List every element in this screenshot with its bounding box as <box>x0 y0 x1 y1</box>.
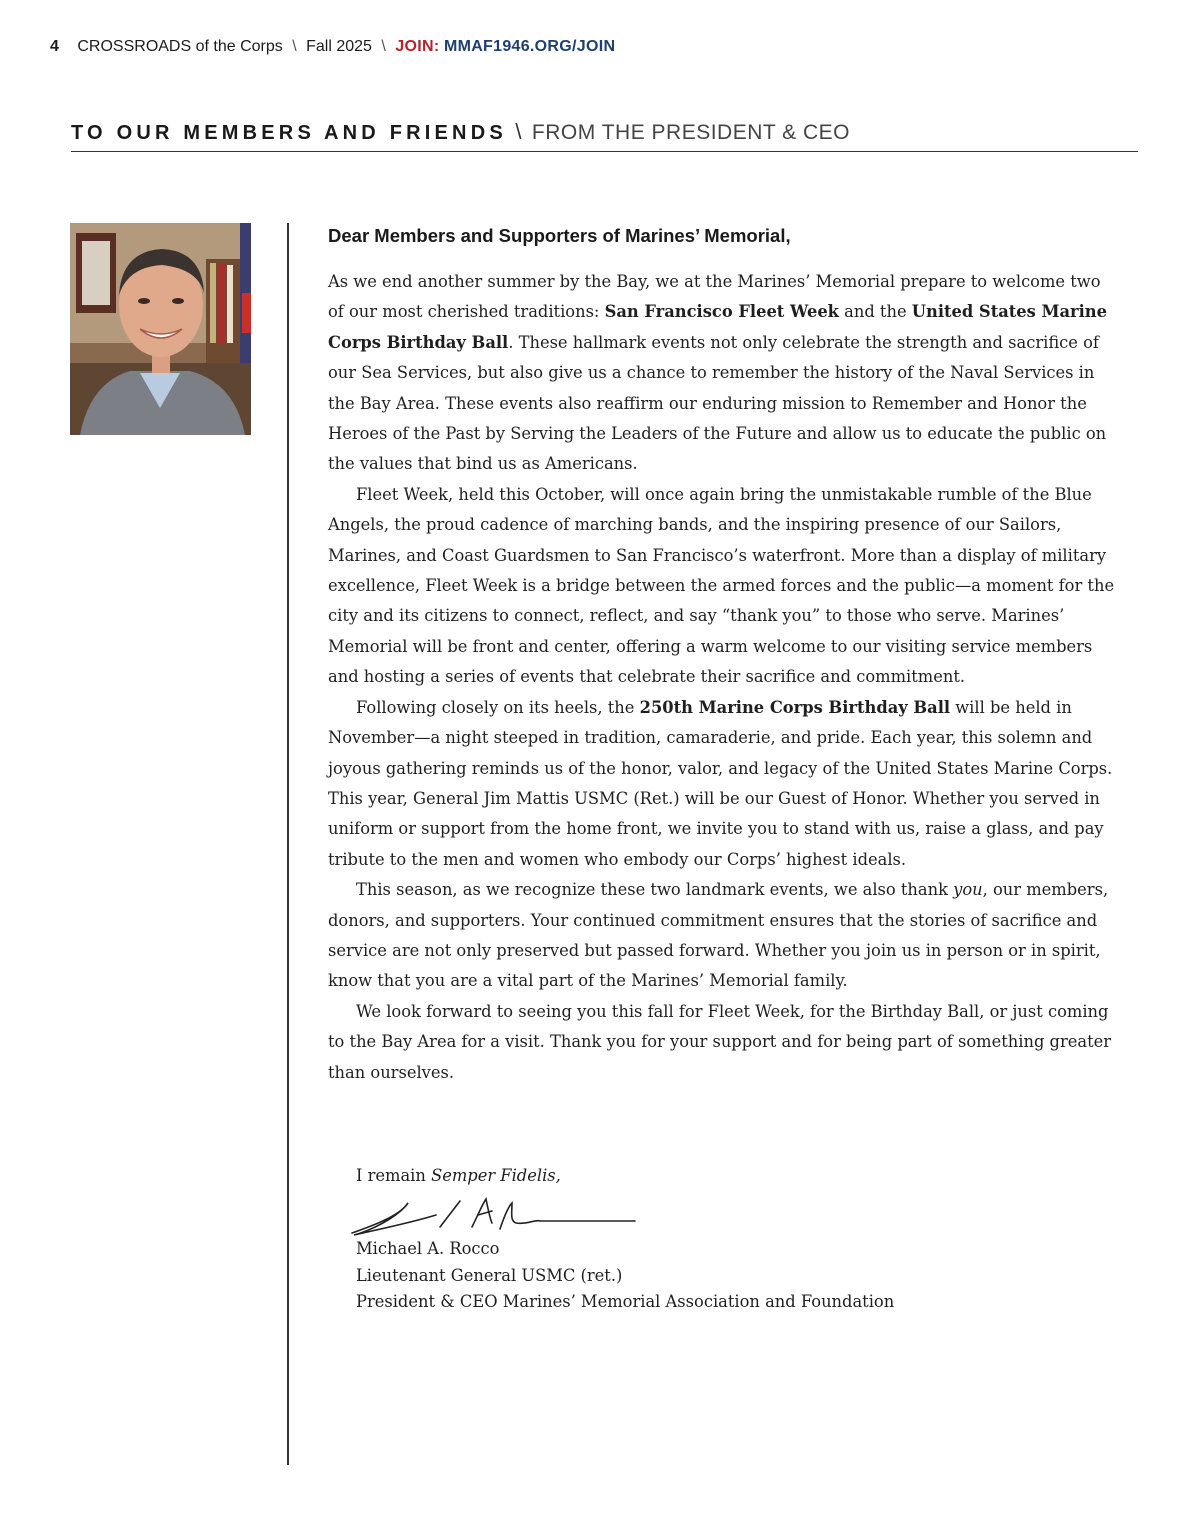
signature-image <box>340 1193 640 1241</box>
bold-text-segment: 250th Marine Corps Birthday Ball <box>639 697 951 717</box>
text-segment: We look forward to seeing you this fall for Fleet Week, for the Birthday Ball, or just coming to the Bay Area for a visit. Thank you for your support and for being part of something greater than ourselves. <box>328 1001 1112 1082</box>
section-title: TO OUR MEMBERS AND FRIENDS <box>71 122 507 144</box>
signer-rank: Lieutenant General USMC (ret.) <box>356 1265 623 1285</box>
text-segment: Following closely on its heels, the <box>356 697 640 717</box>
signature-block <box>356 1236 894 1316</box>
text-segment: , our members, donors, and supporters. Your continued commitment ensures that the stories of sacrifice and service are not only preserved but passed forward. Whether you join us in person or in spirit, know that you are a vital part of the Marines’ Memorial family. <box>328 880 1109 991</box>
text-segment: This season, as we recognize these two landmark events, we also thank <box>356 880 954 900</box>
letter-paragraphs <box>328 267 1118 1088</box>
issue-label: Fall 2025 <box>306 38 372 55</box>
bold-text-segment: United States Marine Corps Birthday Ball <box>328 302 1108 352</box>
italic-text-segment: you <box>953 880 983 900</box>
text-segment: . These hallmark events not only celebrate the strength and sacrifice of our Sea Services, but also give us a chance to remember the history of the Naval Services in the Bay Area. These events also reaffirm our enduring mission to Remember and Honor the Heroes of the Past by Serving the Leaders of the Future and allow us to educate the public on the values that bind us as Americans. <box>328 332 1107 474</box>
closing-line <box>356 1161 561 1191</box>
text-segment: As we end another summer by the Bay, we at the Marines’ Memorial prepare to welcome two of our most cherished traditions: <box>328 272 1101 322</box>
closing-prefix: I remain <box>356 1166 426 1185</box>
text-segment: will be held in November—a night steeped in tradition, camaraderie, and pride. Each year, this solemn and joyous gathering reminds us of the honor, valor, and legacy of the United States Marine Corps. This year, General Jim Mattis USMC (Ret.) will be our Guest of Honor. Whether you served in uniform or support from the home front, we invite you to stand with us, raise a glass, and pay tribute to the men and women who embody our Corps’ highest ideals. <box>328 697 1113 869</box>
portrait-photo <box>70 223 251 435</box>
paragraph <box>328 267 1118 480</box>
salutation: Dear Members and Supporters of Marines’ Memorial, <box>328 225 791 246</box>
paragraph <box>328 997 1118 1088</box>
page-number: 4 <box>50 38 59 55</box>
signer-name: Michael A. Rocco <box>356 1239 500 1258</box>
paragraph <box>328 693 1118 875</box>
paragraph <box>328 480 1118 693</box>
section-separator: \ <box>515 119 522 144</box>
join-label: JOIN: <box>395 38 440 55</box>
text-segment: and the <box>838 302 912 322</box>
text-segment: Fleet Week, held this October, will once again bring the unmistakable rumble of the Blue Angels, the proud cadence of marching bands, and the inspiring presence of our Sailors, Marines, and Coast Guardsmen to San Francisco’s waterfront. More than a display of military excellence, Fleet Week is a bridge between the armed forces and the public—a moment for the city and its citizens to connect, reflect, and say “thank you” to those who serve. Marines’ Memorial will be front and center, offering a warm welcome to our visiting service members and hosting a series of events that celebrate their sacrifice and commitment. <box>328 484 1115 687</box>
section-header <box>71 119 1138 152</box>
closing-italic: Semper Fidelis, <box>431 1166 561 1185</box>
paragraph <box>328 875 1118 997</box>
header-separator: \ <box>292 38 297 55</box>
vertical-rule <box>287 223 289 1465</box>
portrait-illustration <box>70 223 251 435</box>
letter-body <box>328 222 1118 1088</box>
join-link[interactable]: MMAF1946.ORG/JOIN <box>443 38 616 55</box>
section-subtitle: FROM THE PRESIDENT & CEO <box>531 121 851 144</box>
bold-text-segment: San Francisco Fleet Week <box>604 302 839 322</box>
publication-name: CROSSROADS of the Corps <box>77 38 283 55</box>
running-header <box>50 38 615 56</box>
signer-title: President & CEO Marines’ Memorial Association and Foundation <box>356 1292 895 1311</box>
header-separator: \ <box>381 38 386 55</box>
